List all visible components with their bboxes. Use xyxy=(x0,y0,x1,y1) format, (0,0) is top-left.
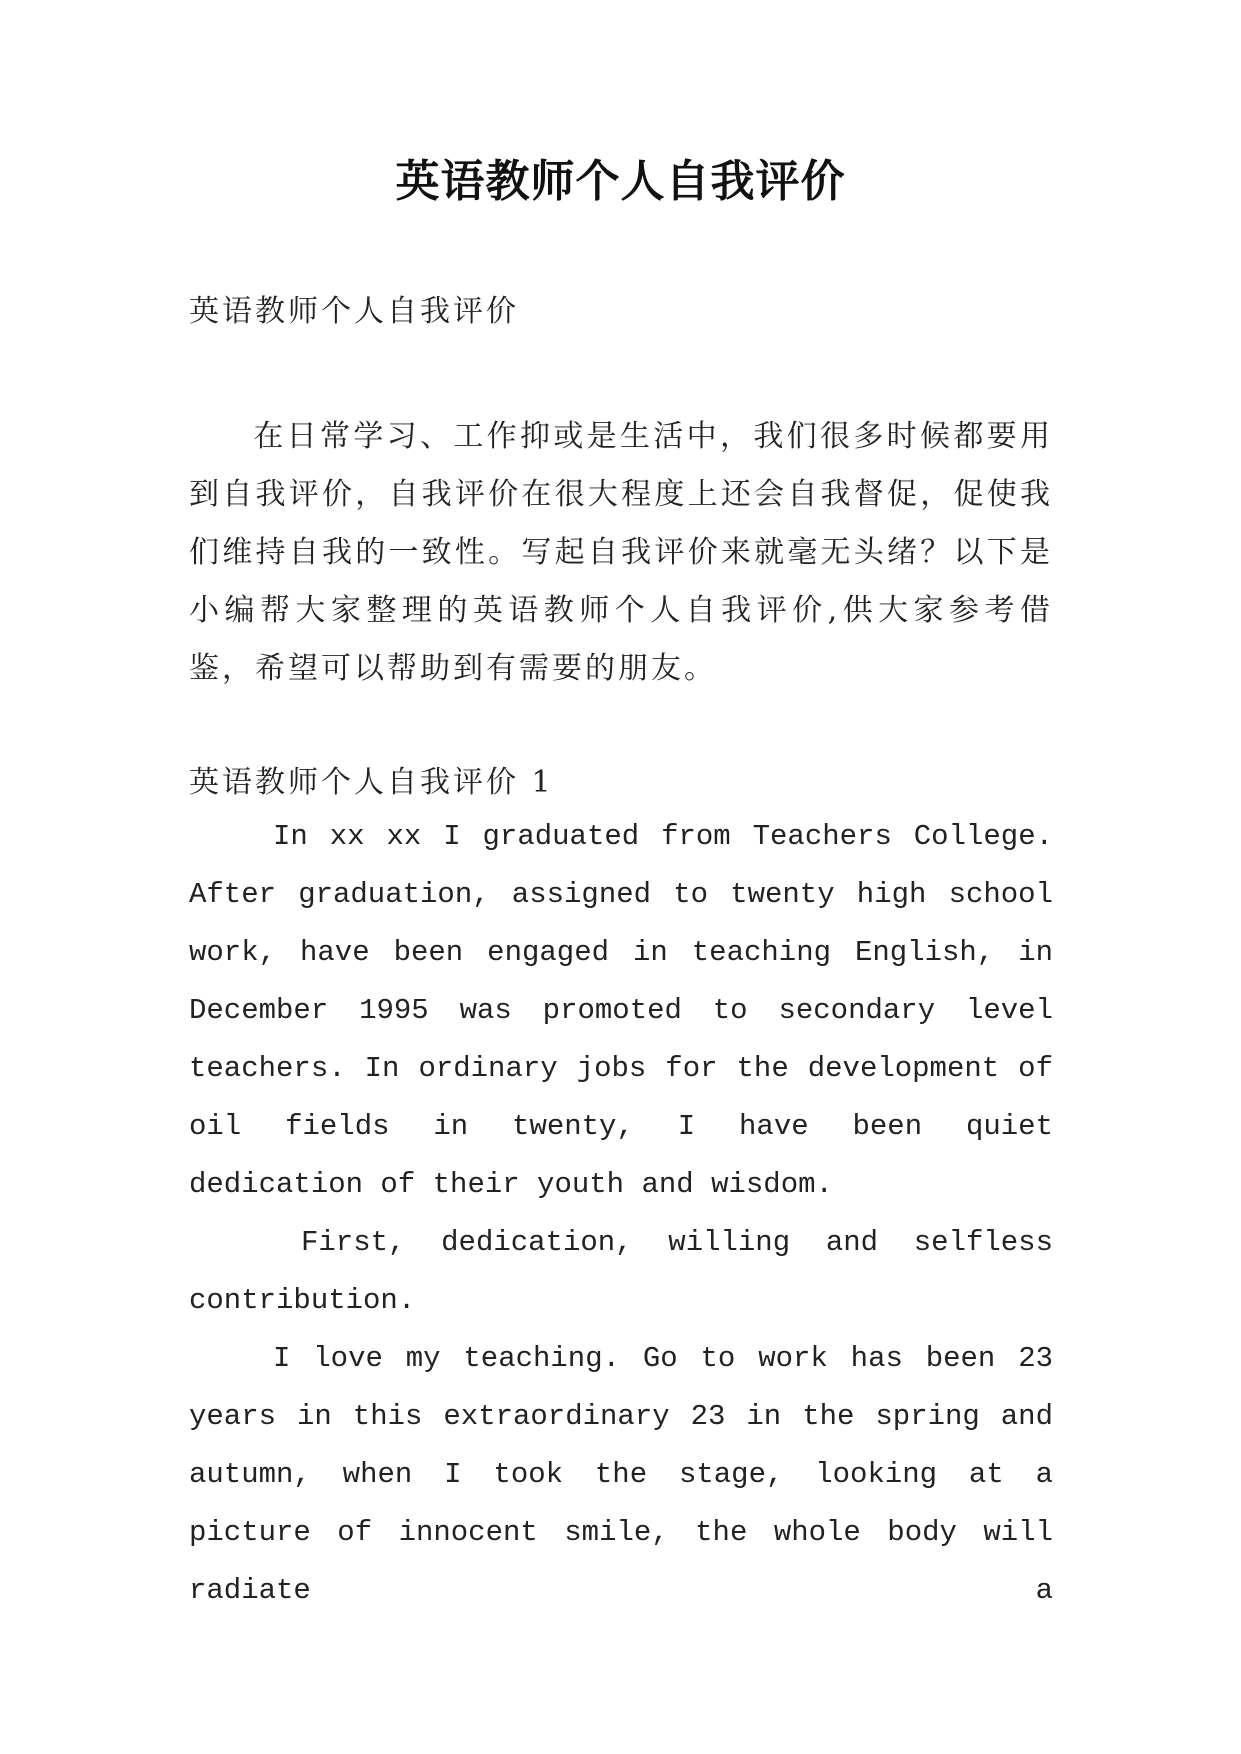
paragraph-text: First, dedication, willing and selfless contribution. xyxy=(189,1226,1053,1317)
intro-paragraph xyxy=(189,408,1053,698)
paragraph-text: I love my teaching. Go to work has been 23 years in this extraordinary 23 in the spring and autumn, when I took the stage, looking at a picture of innocent smile, the whole body will radiate a xyxy=(189,1342,1053,1607)
paragraph-text: In xx xx I graduated from Teachers College. After graduation, assigned to twenty high school work, have been engaged in teaching English, in December 1995 was promoted to secondary level teachers. In ordinary jobs for the development of oil fields in twenty, I have been quiet dedication of their youth and wisdom. xyxy=(189,820,1053,1201)
section-heading: 英语教师个人自我评价 1 xyxy=(189,765,554,800)
english-body xyxy=(189,808,1053,1620)
document-title: 英语教师个人自我评价 xyxy=(395,156,846,207)
intro-text: 在日常学习、工作抑或是生活中，我们很多时候都要用到自我评价，自我评价在很大程度上还会自我督促，促使我们维持自我的一致性。写起自我评价来就毫无头绪？以下是小编帮大家整理的英语教师个人自我评价,供大家参考借鉴，希望可以帮助到有需要的朋友。 xyxy=(189,419,1053,686)
paragraph-1 xyxy=(189,808,1053,1214)
document-subtitle: 英语教师个人自我评价 xyxy=(189,294,519,329)
paragraph-2 xyxy=(189,1214,1053,1330)
paragraph-3 xyxy=(189,1330,1053,1620)
